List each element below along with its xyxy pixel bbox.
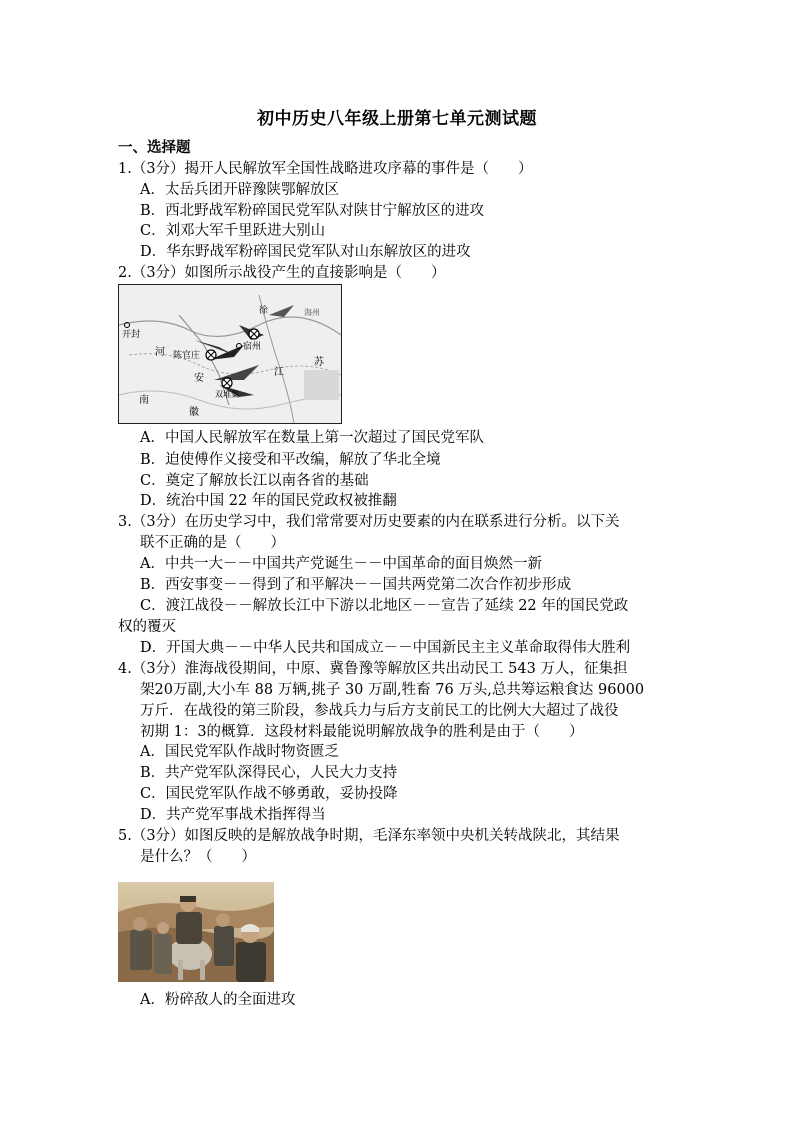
map-label-chenguanzhuang: 陈官庄: [173, 351, 201, 361]
battle-map: [118, 284, 342, 424]
battle-map-drawing: [119, 285, 341, 423]
question-5-option-a: A．粉碎敌人的全面进攻: [140, 992, 296, 1008]
question-2-option-d: D．统治中国 22 年的国民党政权被推翻: [140, 493, 397, 509]
map-label-su: 苏: [314, 357, 324, 368]
question-4-line-2: 架20万副,大小车 88 万辆,挑子 30 万副,牲畜 76 万头,总共筹运粮食达 96000: [140, 682, 645, 698]
section-heading: 一、选择题: [118, 139, 191, 156]
question-1-option-c: C．刘邓大军千里跃进大别山: [140, 223, 326, 239]
question-2-stem: 2.（3分）如图所示战役产生的直接影响是（ ）: [118, 265, 446, 281]
question-4-line-4: 初期 1：3的概算．这段材料最能说明解放战争的胜利是由于（ ）: [140, 724, 584, 740]
historical-photo-image: [118, 882, 274, 982]
page-title: 初中历史八年级上册第七单元测试题: [257, 109, 537, 129]
map-label-xu: 徐: [259, 306, 269, 316]
map-label-jiang: 江: [274, 367, 284, 378]
map-label-haizhou: 海州: [304, 308, 320, 317]
question-1-option-a: A．太岳兵团开辟豫陕鄂解放区: [140, 182, 339, 198]
question-4-option-a: A．国民党军队作战时物资匮乏: [140, 744, 339, 760]
question-1-stem: 1.（3分）揭开人民解放军全国性战略进攻序幕的事件是（ ）: [118, 161, 533, 177]
question-4-option-c: C．国民党军队作战不够勇敢，妥协投降: [140, 786, 398, 802]
question-3-option-a: A．中共一大－－中国共产党诞生－－中国革命的面目焕然一新: [140, 556, 542, 572]
map-label-he: 河: [155, 347, 165, 358]
question-3-stem-line-1: 3.（3分）在历史学习中，我们常常要对历史要素的内在联系进行分析。以下关: [118, 514, 620, 530]
question-1-option-b: B．西北野战军粉碎国民党军队对陕甘宁解放区的进攻: [140, 203, 485, 219]
question-4-line-3: 万斤．在战役的第三阶段，参战兵力与后方支前民工的比例大大超过了战役: [140, 703, 619, 719]
map-label-kaifeng: 开封: [122, 330, 141, 340]
question-3-option-c-line-1: C．渡江战役－－解放长江中下游以北地区－－宣告了延续 22 年的国民党政: [140, 598, 629, 614]
question-5-line-1: 5.（3分）如图反映的是解放战争时期，毛泽东率领中央机关转战陕北，其结果: [118, 828, 620, 844]
question-2-option-b: B．迫使傅作义接受和平改编，解放了华北全境: [140, 452, 441, 468]
map-label-an: 安: [194, 373, 204, 384]
question-3-option-c-line-2: 权的覆灭: [118, 619, 176, 635]
map-label-hui: 徽: [189, 407, 199, 418]
question-5-line-2: 是什么？（ ）: [140, 849, 256, 865]
question-3-option-b: B．西安事变－－得到了和平解决－－国共两党第二次合作初步形成: [140, 577, 572, 593]
map-label-shuangduiji: 双堆集: [215, 390, 239, 399]
question-3-option-d: D．开国大典－－中华人民共和国成立－－中国新民主主义革命取得伟大胜利: [140, 640, 631, 656]
question-2-option-a: A．中国人民解放军在数量上第一次超过了国民党军队: [140, 430, 484, 446]
question-2-option-c: C．奠定了解放长江以南各省的基础: [140, 473, 369, 489]
historical-photo: [118, 882, 274, 982]
map-label-suzhou: 宿州: [243, 342, 262, 352]
question-4-option-b: B．共产党军队深得民心，人民大力支持: [140, 765, 398, 781]
question-4-line-1: 4.（3分）淮海战役期间，中原、冀鲁豫等解放区共出动民工 543 万人，征集担: [118, 661, 628, 677]
question-1-option-d: D．华东野战军粉碎国民党军队对山东解放区的进攻: [140, 244, 471, 260]
question-4-option-d: D．共产党军事战术指挥得当: [140, 807, 326, 823]
map-label-nan: 南: [139, 395, 149, 406]
question-3-stem-line-2: 联不正确的是（ ）: [140, 535, 285, 551]
